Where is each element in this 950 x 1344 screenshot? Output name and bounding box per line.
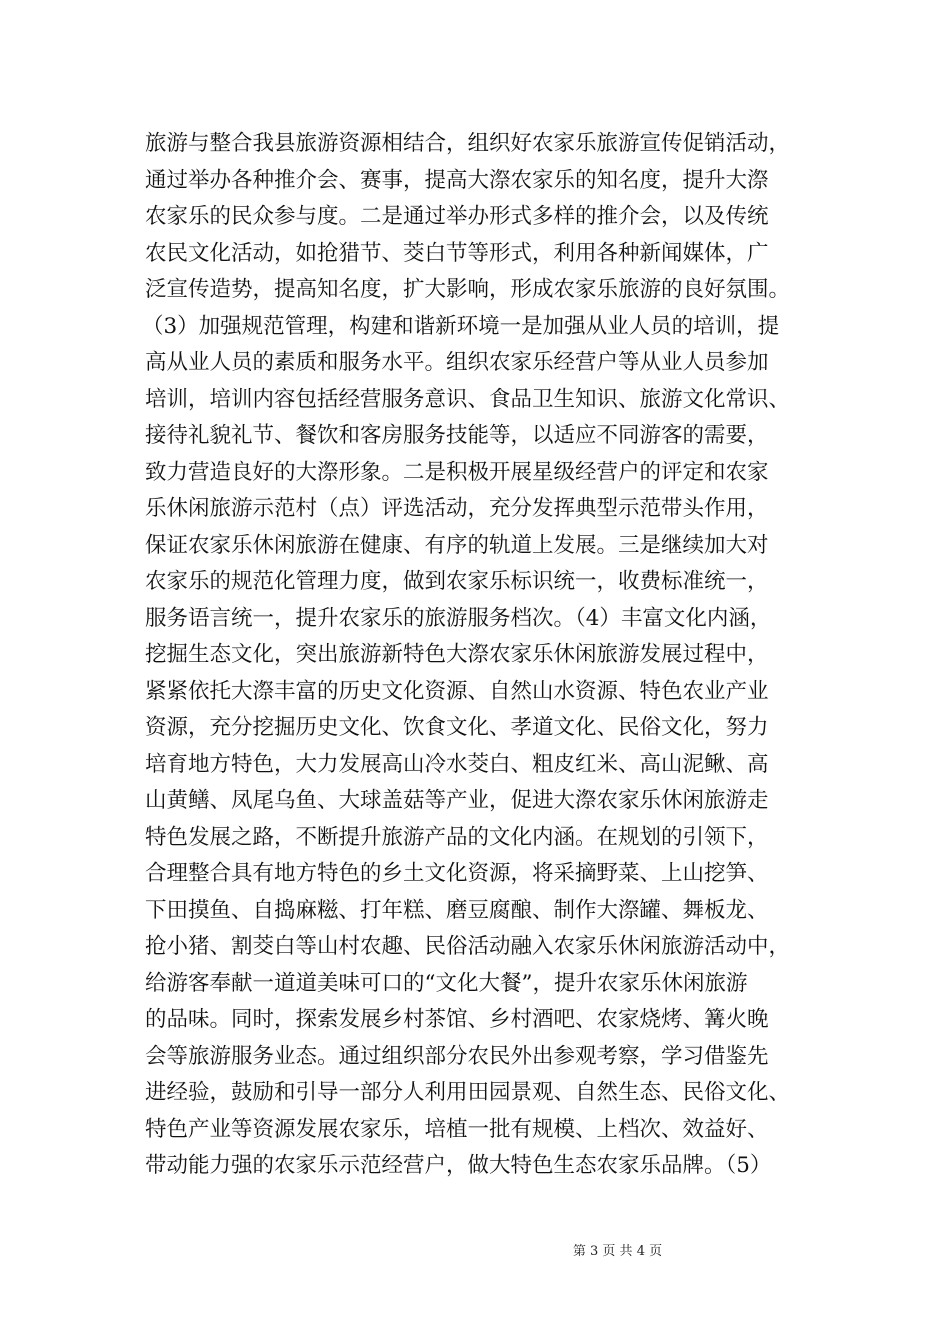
text-line: 泛宣传造势，提高知名度，扩大影响，形成农家乐旅游的良好氛围。 xyxy=(145,277,791,302)
text-line: 紧紧依托大漈丰富的历史文化资源、自然山水资源、特色农业产业 xyxy=(145,678,769,704)
text-line: 抢小猪、割茭白等山村农趣、民俗活动融入农家乐休闲旅游活动中， xyxy=(145,934,791,959)
text-line: 培训，培训内容包括经营服务意识、食品卫生知识、旅游文化常识、 xyxy=(145,386,791,412)
text-line: 旅游与整合我县旅游资源相结合，组织好农家乐旅游宣传促销活动， xyxy=(145,131,791,156)
text-line: 农家乐的规范化管理力度，做到农家乐标识统一，收费标准统一， xyxy=(145,569,769,594)
page-indicator: 第 3 页 共 4 页 xyxy=(572,1244,663,1259)
text-line: 通过举办各种推介会、赛事，提高大漈农家乐的知名度，提升大漈 xyxy=(145,167,769,193)
text-line: 培育地方特色，大力发展高山冷水茭白、粗皮红米、高山泥鳅、高 xyxy=(145,751,769,777)
text-line: 资源，充分挖掘历史文化、饮食文化、孝道文化、民俗文化，努力 xyxy=(145,715,769,740)
text-line: 乐休闲旅游示范村（点）评选活动，充分发挥典型示范带头作用， xyxy=(145,496,769,521)
text-line: 下田摸鱼、自捣麻糍、打年糕、磨豆腐酿、制作大漈罐、舞板龙、 xyxy=(145,897,769,923)
text-line: 保证农家乐休闲旅游在健康、有序的轨道上发展。三是继续加大对 xyxy=(145,532,769,558)
text-line: 给游客奉献一道道美味可口的“文化大餐”，提升农家乐休闲旅游 xyxy=(145,970,748,996)
text-line: 接待礼貌礼节、餐饮和客房服务技能等，以适应不同游客的需要， xyxy=(145,423,769,448)
page-footer xyxy=(0,1242,950,1262)
text-line: 的品味。同时，探索发展乡村茶馆、乡村酒吧、农家烧烤、篝火晚 xyxy=(145,1007,769,1032)
text-line: 山黄鳝、凤尾乌鱼、大球盖菇等产业，促进大漈农家乐休闲旅游走 xyxy=(145,788,769,813)
text-line: 致力营造良好的大漈形象。二是积极开展星级经营户的评定和农家 xyxy=(145,459,769,485)
text-line: 特色产业等资源发展农家乐，培植一批有规模、上档次、效益好、 xyxy=(145,1116,769,1142)
text-line: （3）加强规范管理，构建和谐新环境一是加强从业人员的培训，提 xyxy=(142,313,780,339)
text-line: 带动能力强的农家乐示范经营户，做大特色生态农家乐品牌。（5） xyxy=(145,1153,772,1178)
text-line: 高从业人员的素质和服务水平。组织农家乐经营户等从业人员参加 xyxy=(145,350,769,375)
text-line: 特色发展之路，不断提升旅游产品的文化内涵。在规划的引领下， xyxy=(145,824,769,850)
text-line: 合理整合具有地方特色的乡土文化资源，将采摘野菜、上山挖笋、 xyxy=(145,861,769,886)
text-line: 挖掘生态文化，突出旅游新特色大漈农家乐休闲旅游发展过程中， xyxy=(145,642,769,667)
text-line: 会等旅游服务业态。通过组织部分农民外出参观考察，学习借鉴先 xyxy=(145,1043,769,1069)
text-line: 农家乐的民众参与度。二是通过举办形式多样的推介会，以及传统 xyxy=(145,204,769,229)
text-line: 进经验，鼓励和引导一部分人利用田园景观、自然生态、民俗文化、 xyxy=(145,1080,791,1105)
text-line: 农民文化活动，如抢猎节、茭白节等形式，利用各种新闻媒体，广 xyxy=(145,240,769,266)
text-line: 服务语言统一，提升农家乐的旅游服务档次。（4）丰富文化内涵， xyxy=(145,605,772,631)
body-text xyxy=(142,126,825,1185)
